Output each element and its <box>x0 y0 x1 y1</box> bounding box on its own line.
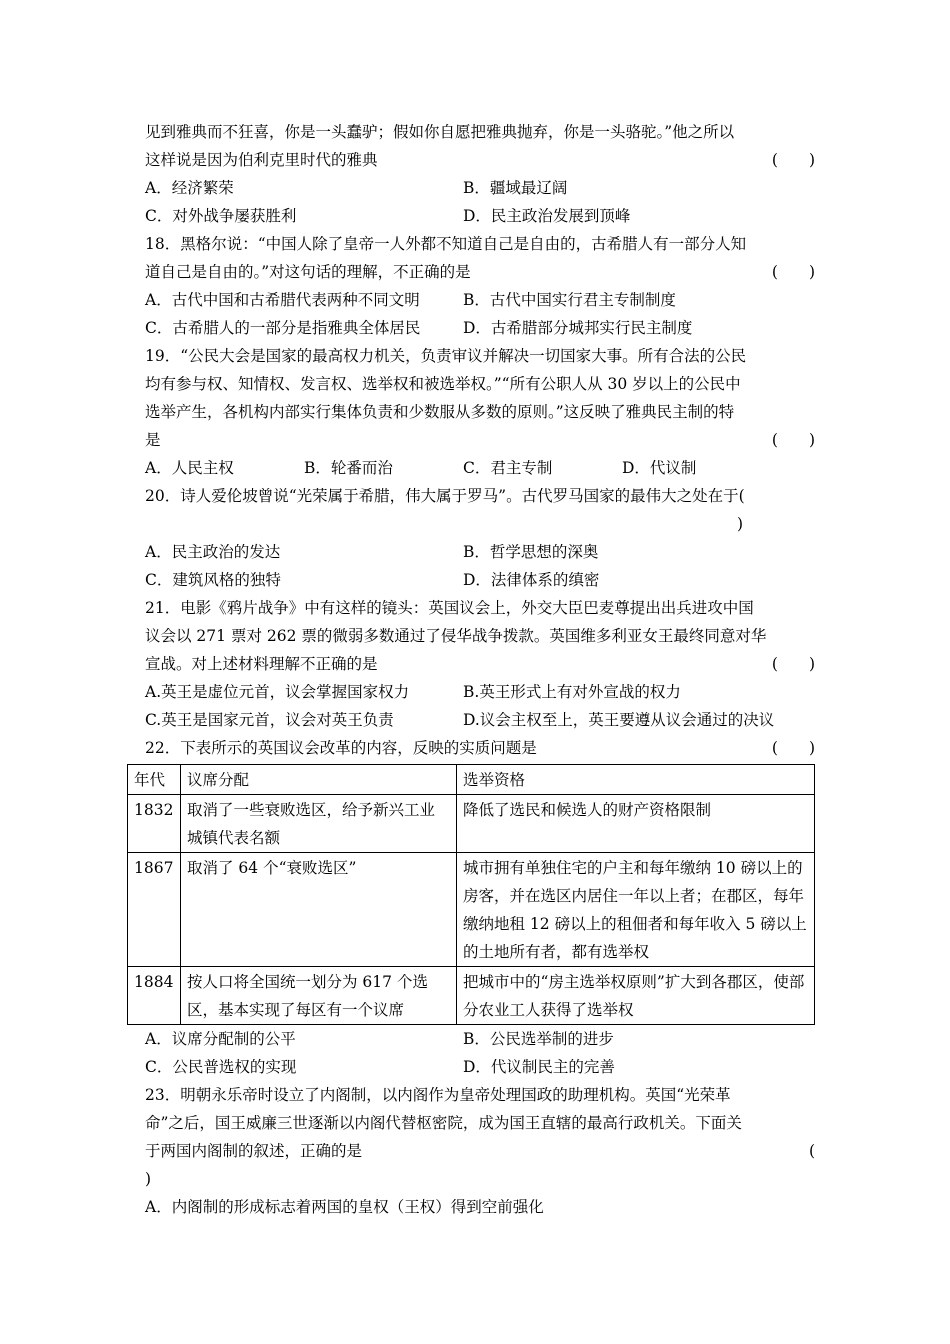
q19-answer-bracket: ( ) <box>771 431 815 449</box>
table-cell-year: 1867 <box>128 853 181 967</box>
q17-options-row-2 <box>145 202 815 230</box>
q21-line-3 <box>145 650 815 678</box>
table-row <box>128 795 815 853</box>
q19-line-4-text: 是 <box>145 431 161 449</box>
q23-answer-bracket-open: ( <box>808 1142 815 1160</box>
q20-option-c: C．建筑风格的独特 <box>145 571 281 589</box>
q19-option-c: C．君主专制 <box>463 459 553 477</box>
q23-line-4: ) <box>145 1170 152 1188</box>
table-cell-seats: 按人口将全国统一划分为 617 个选区，基本实现了每区有一个议席 <box>181 967 457 1025</box>
q17-line-1: 见到雅典而不狂喜，你是一头蠢驴；假如你自愿把雅典抛弃，你是一头骆驼。”他之所以 <box>145 123 735 141</box>
q22-options-row-1 <box>145 1025 815 1053</box>
q21-line-1: 21．电影《鸦片战争》中有这样的镜头：英国议会上，外交大臣巴麦尊提出出兵进攻中国 <box>145 599 754 617</box>
q21-option-d: D.议会主权至上，英王要遵从议会通过的决议 <box>463 711 775 729</box>
q17-option-a: A．经济繁荣 <box>145 179 234 197</box>
q19-line-2: 均有参与权、知情权、发言权、选举权和被选举权。”“所有公职人从 30 岁以上的公民中 <box>145 375 741 393</box>
q20-option-b: B．哲学思想的深奥 <box>463 543 599 561</box>
q19-line-1: 19．“公民大会是国家的最高权力机关，负责审议并解决一切国家大事。所有合法的公民 <box>145 347 747 365</box>
table-header-year: 年代 <box>128 765 181 795</box>
table-cell-qualification: 城市拥有单独住宅的户主和每年缴纳 10 磅以上的房客，并在选区内居住一年以上者；在郡区，每年缴纳地租 12 磅以上的租佃者和每年收入 5 磅以上的土地所有者，都有选举权 <box>457 853 815 967</box>
q19-option-a: A．人民主权 <box>145 459 234 477</box>
q23-line-3 <box>145 1137 815 1165</box>
q17-option-c: C．对外战争屡获胜利 <box>145 207 297 225</box>
q22-line-1-text: 22．下表所示的英国议会改革的内容，反映的实质问题是 <box>145 739 537 757</box>
table-header-qualification: 选举资格 <box>457 765 815 795</box>
table-cell-year: 1884 <box>128 967 181 1025</box>
q21-option-a: A.英王是虚位元首，议会掌握国家权力 <box>145 683 410 701</box>
q17-answer-bracket: ( ) <box>771 151 815 169</box>
q20-line-2 <box>145 510 815 538</box>
q19-option-d: D．代议制 <box>622 459 697 477</box>
q20-options-row-2 <box>145 566 815 594</box>
parliament-reform-table <box>127 764 815 1025</box>
q21-option-b: B.英王形式上有对外宣战的权力 <box>463 683 681 701</box>
q21-line-2: 议会以 271 票对 262 票的微弱多数通过了侵华战争拨款。英国维多利亚女王最终同意对华 <box>145 627 767 645</box>
q22-option-b: B．公民选举制的进步 <box>463 1030 614 1048</box>
q18-option-a: A．古代中国和古希腊代表两种不同文明 <box>145 291 420 309</box>
q18-line-2-text: 道自己是自由的。”对这句话的理解，不正确的是 <box>145 263 471 281</box>
q22-options-row-2 <box>145 1053 815 1081</box>
q17-line-2-text: 这样说是因为伯利克里时代的雅典 <box>145 151 378 169</box>
q22-option-d: D．代议制民主的完善 <box>463 1058 615 1076</box>
table-row <box>128 967 815 1025</box>
q21-options-row-2 <box>145 706 815 734</box>
q19-line-3: 选举产生，各机构内部实行集体负责和少数服从多数的原则。”这反映了雅典民主制的特 <box>145 403 735 421</box>
table-header-seats: 议席分配 <box>181 765 457 795</box>
q23-option-a: A．内阁制的形成标志着两国的皇权（王权）得到空前强化 <box>145 1198 544 1216</box>
q19-options-row <box>145 454 815 482</box>
q23-line-1: 23．明朝永乐帝时设立了内阁制，以内阁作为皇帝处理国政的助理机构。英国“光荣革 <box>145 1086 731 1104</box>
q21-line-3-text: 宣战。对上述材料理解不正确的是 <box>145 655 378 673</box>
q18-line-1: 18．黑格尔说：“中国人除了皇帝一人外都不知道自己是自由的，古希腊人有一部分人知 <box>145 235 747 253</box>
q20-options-row-1 <box>145 538 815 566</box>
q17-options-row-1 <box>145 174 815 202</box>
table-cell-year: 1832 <box>128 795 181 853</box>
q18-answer-bracket: ( ) <box>771 263 815 281</box>
q20-option-d: D．法律体系的缜密 <box>463 571 600 589</box>
q20-option-a: A．民主政治的发达 <box>145 543 281 561</box>
q23-line-2: 命”之后，国王威廉三世逐渐以内阁代替枢密院，成为国王直辖的最高行政机关。下面关 <box>145 1114 742 1132</box>
q20-line-1: 20．诗人爱伦坡曾说“光荣属于希腊，伟大属于罗马”。古代罗马国家的最伟大之处在于( <box>145 487 745 505</box>
q17-option-b: B．疆域最辽阔 <box>463 179 568 197</box>
q22-option-a: A．议席分配制的公平 <box>145 1030 296 1048</box>
q21-answer-bracket: ( ) <box>771 655 815 673</box>
q20-answer-bracket-close: ) <box>737 515 744 533</box>
q18-option-c: C．古希腊人的一部分是指雅典全体居民 <box>145 319 421 337</box>
q17-line-2 <box>145 146 815 174</box>
q18-options-row-2 <box>145 314 815 342</box>
table-header-row <box>128 765 815 795</box>
q21-options-row-1 <box>145 678 815 706</box>
q18-option-b: B．古代中国实行君主专制制度 <box>463 291 676 309</box>
q18-options-row-1 <box>145 286 815 314</box>
table-row <box>128 853 815 967</box>
q19-option-b: B．轮番而治 <box>304 459 393 477</box>
table-cell-qualification: 把城市中的“房主选举权原则”扩大到各郡区，使部分农业工人获得了选举权 <box>457 967 815 1025</box>
q18-option-d: D．古希腊部分城邦实行民主制度 <box>463 319 693 337</box>
q19-line-4 <box>145 426 815 454</box>
q22-line-1 <box>145 734 815 762</box>
table-cell-seats: 取消了一些衰败选区，给予新兴工业城镇代表名额 <box>181 795 457 853</box>
table-cell-seats: 取消了 64 个“衰败选区” <box>181 853 457 967</box>
exam-page <box>134 118 815 1221</box>
table-cell-qualification: 降低了选民和候选人的财产资格限制 <box>457 795 815 853</box>
q21-option-c: C.英王是国家元首，议会对英王负责 <box>145 711 394 729</box>
q23-line-3-text: 于两国内阁制的叙述，正确的是 <box>145 1142 363 1160</box>
q18-line-2 <box>145 258 815 286</box>
q22-option-c: C．公民普选权的实现 <box>145 1058 297 1076</box>
q17-option-d: D．民主政治发展到顶峰 <box>463 207 631 225</box>
q22-answer-bracket: ( ) <box>771 739 815 757</box>
